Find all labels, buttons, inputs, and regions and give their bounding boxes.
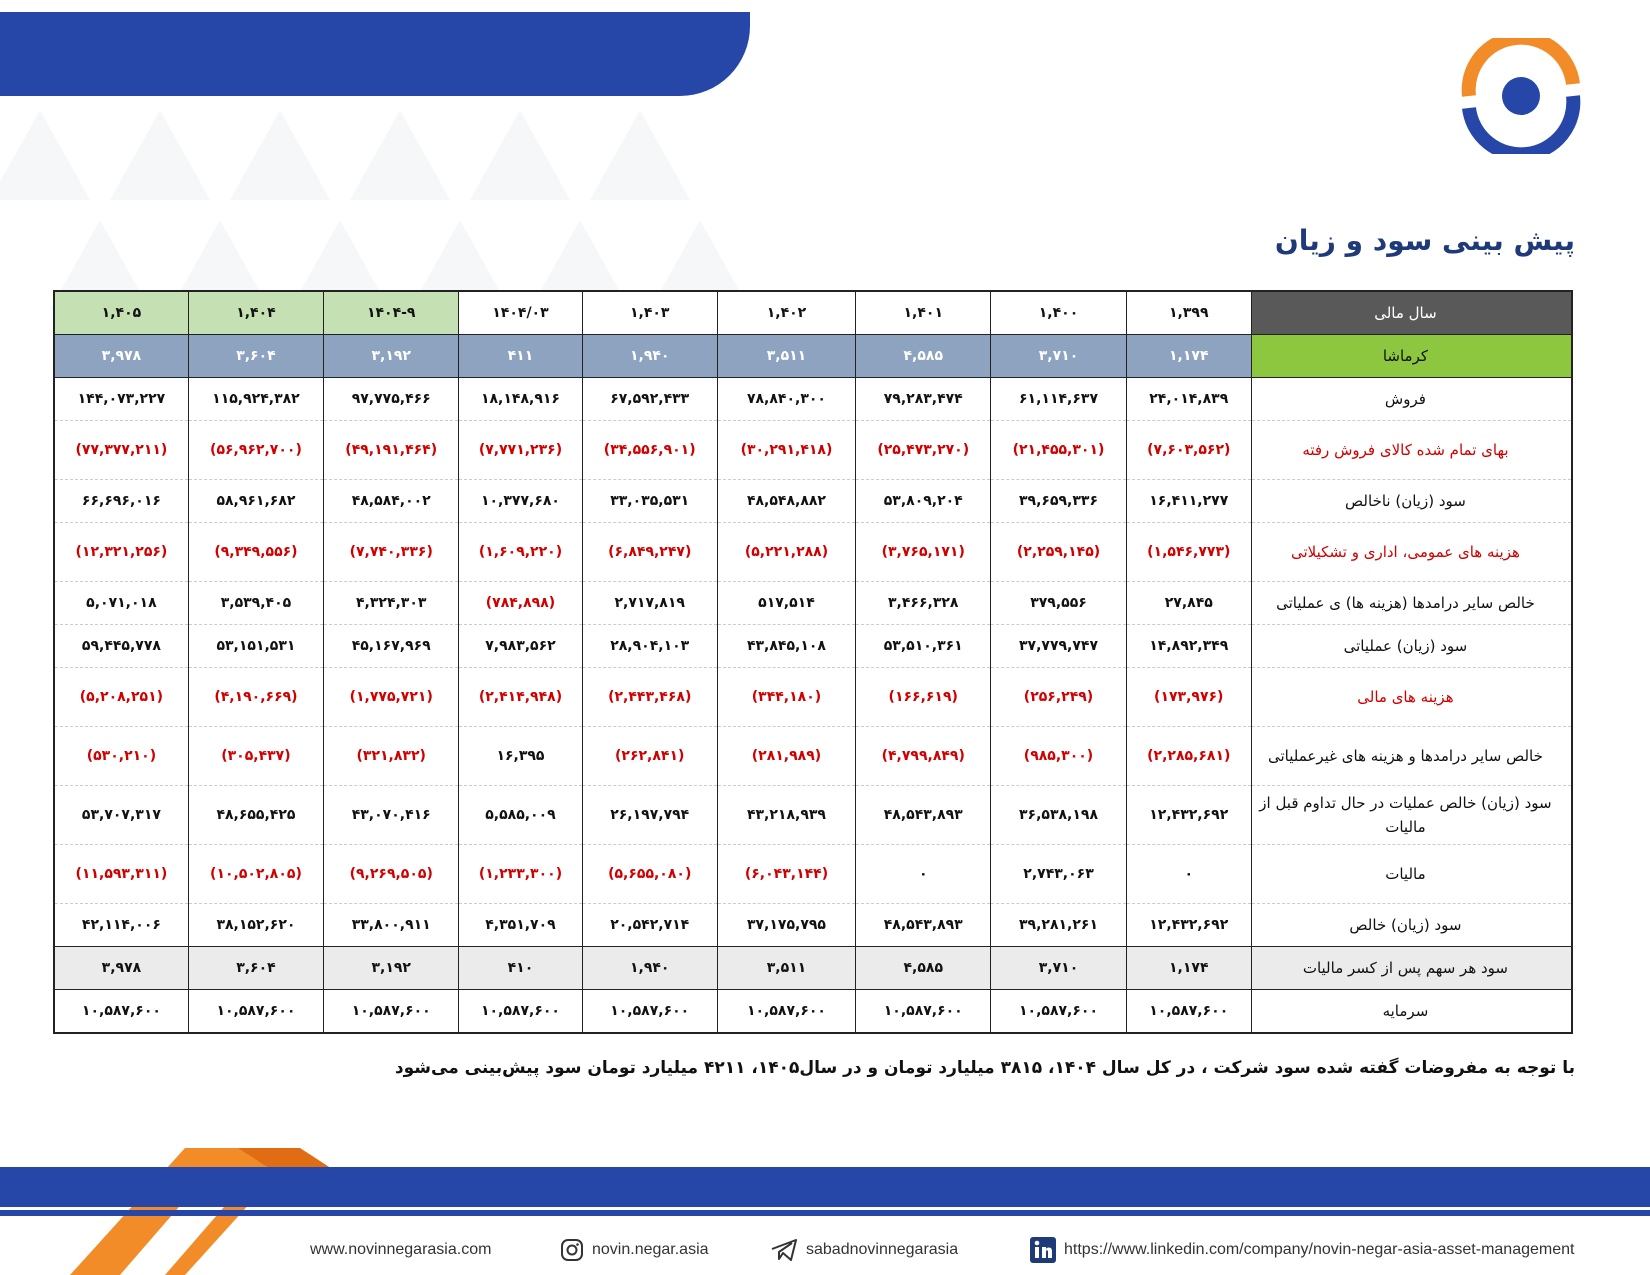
value-cell: ۱۱۵,۹۲۴,۳۸۲	[188, 378, 323, 421]
value-cell: ۴۸,۵۴۸,۸۸۲	[717, 480, 855, 523]
value-cell: (۱۲,۳۲۱,۲۵۶)	[54, 523, 188, 582]
value-cell: ۱۰,۵۸۷,۶۰۰	[188, 990, 323, 1034]
linkedin-icon	[1030, 1237, 1056, 1263]
linkedin-link-text: https://www.linkedin.com/company/novin-negar-asia-asset-management	[1064, 1241, 1575, 1258]
value-cell: (۶,۸۴۹,۲۴۷)	[582, 523, 717, 582]
value-cell: ۱,۹۴۰	[582, 335, 717, 378]
table-row	[54, 625, 1572, 668]
value-cell: (۹,۳۴۹,۵۵۶)	[188, 523, 323, 582]
value-cell: (۳۴۴,۱۸۰)	[717, 668, 855, 727]
value-cell: (۱,۶۰۹,۲۲۰)	[459, 523, 582, 582]
value-cell: ۳,۴۶۶,۳۲۸	[856, 582, 991, 625]
value-cell: ۳,۶۰۴	[188, 947, 323, 990]
forecast-summary-note: با توجه به مفروضات گفته شده سود شرکت ، در کل سال ۱۴۰۴، ۳۸۱۵ میلیارد تومان و در سال۱۴۰۵، ۴۲۱۱ میلیارد تومان سود پیش‌بینی می‌شود	[394, 1058, 1575, 1078]
value-cell: ۱۶,۴۱۱,۲۷۷	[1126, 480, 1251, 523]
value-cell: ۲,۷۱۷,۸۱۹	[582, 582, 717, 625]
value-cell: (۹۸۵,۳۰۰)	[991, 727, 1126, 786]
telegram-icon	[770, 1238, 798, 1262]
telegram-link[interactable]	[770, 1236, 958, 1264]
year-header-cell: ۱,۴۰۲	[717, 291, 855, 335]
value-cell: ۱,۹۴۰	[582, 947, 717, 990]
value-cell: ۱۰,۵۸۷,۶۰۰	[991, 990, 1126, 1034]
table-row	[54, 904, 1572, 947]
row-label: سود (زیان) ناخالص	[1251, 480, 1572, 523]
value-cell: ۳,۹۷۸	[54, 335, 188, 378]
row-label: خالص سایر درامدها (هزینه ها) ی عملیاتی	[1251, 582, 1572, 625]
value-cell: ۷۸,۸۴۰,۳۰۰	[717, 378, 855, 421]
value-cell: ۴۸,۵۸۴,۰۰۲	[324, 480, 459, 523]
value-cell: (۳۰,۲۹۱,۴۱۸)	[717, 421, 855, 480]
row-label: هزینه های عمومی، اداری و تشکیلاتی	[1251, 523, 1572, 582]
table-row	[54, 990, 1572, 1034]
value-cell: (۳۴,۵۵۶,۹۰۱)	[582, 421, 717, 480]
value-cell: ۲۶,۱۹۷,۷۹۴	[582, 786, 717, 845]
value-cell: (۵,۶۵۵,۰۸۰)	[582, 845, 717, 904]
page-title: پیش بینی سود و زیان	[1274, 224, 1575, 257]
value-cell: (۴,۷۹۹,۸۴۹)	[856, 727, 991, 786]
value-cell: ۲۴,۰۱۴,۸۳۹	[1126, 378, 1251, 421]
value-cell: ۷,۹۸۳,۵۶۲	[459, 625, 582, 668]
value-cell: (۷,۷۷۱,۲۳۶)	[459, 421, 582, 480]
value-cell: ۳۸,۱۵۲,۶۲۰	[188, 904, 323, 947]
value-cell: ۳۷۹,۵۵۶	[991, 582, 1126, 625]
value-cell: ۴,۵۸۵	[856, 947, 991, 990]
year-header-cell: ۱,۴۰۳	[582, 291, 717, 335]
value-cell: (۱۶۶,۶۱۹)	[856, 668, 991, 727]
year-header-cell: ۱۴۰۴-۹	[324, 291, 459, 335]
value-cell: ۱۴,۸۹۲,۳۴۹	[1126, 625, 1251, 668]
value-cell: (۷,۷۴۰,۳۳۶)	[324, 523, 459, 582]
value-cell: ۱۰,۵۸۷,۶۰۰	[459, 990, 582, 1034]
value-cell: ۵,۰۷۱,۰۱۸	[54, 582, 188, 625]
value-cell: ۵۳,۸۰۹,۲۰۴	[856, 480, 991, 523]
value-cell: ۵۳,۵۱۰,۳۶۱	[856, 625, 991, 668]
table-row	[54, 786, 1572, 845]
website-link-text: www.novinnegarasia.com	[310, 1241, 492, 1258]
value-cell: (۲۵,۴۷۳,۲۷۰)	[856, 421, 991, 480]
value-cell: (۹,۲۶۹,۵۰۵)	[324, 845, 459, 904]
value-cell: ۴۳,۸۴۵,۱۰۸	[717, 625, 855, 668]
year-header-cell: ۱,۴۰۱	[856, 291, 991, 335]
value-cell: (۲,۲۸۵,۶۸۱)	[1126, 727, 1251, 786]
value-cell: ۶۶,۶۹۶,۰۱۶	[54, 480, 188, 523]
value-cell: ۳,۵۱۱	[717, 947, 855, 990]
value-cell: ۱۰,۵۸۷,۶۰۰	[54, 990, 188, 1034]
value-cell: ۵,۵۸۵,۰۰۹	[459, 786, 582, 845]
value-cell: (۵۳۰,۲۱۰)	[54, 727, 188, 786]
value-cell: ۲,۷۴۳,۰۶۳	[991, 845, 1126, 904]
value-cell: ۴۱۰	[459, 947, 582, 990]
value-cell: ۵۹,۴۴۵,۷۷۸	[54, 625, 188, 668]
telegram-link-text: sabadnovinnegarasia	[806, 1241, 959, 1258]
value-cell: ۲۰,۵۴۲,۷۱۴	[582, 904, 717, 947]
value-cell: ۱۲,۴۳۲,۶۹۲	[1126, 786, 1251, 845]
value-cell: (۳۰۵,۴۳۷)	[188, 727, 323, 786]
value-cell: ۱۲,۴۳۲,۶۹۲	[1126, 904, 1251, 947]
value-cell: ۵۳,۷۰۷,۳۱۷	[54, 786, 188, 845]
value-cell: ۴۲,۱۱۴,۰۰۶	[54, 904, 188, 947]
value-cell: ۴۸,۵۴۳,۸۹۳	[856, 786, 991, 845]
value-cell: ۱۰,۵۸۷,۶۰۰	[856, 990, 991, 1034]
value-cell: ۶۷,۵۹۲,۴۳۳	[582, 378, 717, 421]
table-row	[54, 582, 1572, 625]
value-cell: ۴۸,۵۴۳,۸۹۳	[856, 904, 991, 947]
value-cell: (۱,۷۷۵,۷۲۱)	[324, 668, 459, 727]
value-cell: (۱۱,۵۹۳,۳۱۱)	[54, 845, 188, 904]
value-cell: (۲۶۲,۸۴۱)	[582, 727, 717, 786]
row-label: هزینه های مالی	[1251, 668, 1572, 727]
table-row	[54, 845, 1572, 904]
footer-links	[300, 1236, 1600, 1266]
top-banner	[0, 12, 750, 96]
value-cell: ۶۱,۱۱۴,۶۳۷	[991, 378, 1126, 421]
value-cell: (۳,۷۶۵,۱۷۱)	[856, 523, 991, 582]
table-row	[54, 727, 1572, 786]
table-row	[54, 523, 1572, 582]
value-cell: ۱۴۴,۰۷۳,۲۲۷	[54, 378, 188, 421]
value-cell: ۳,۹۷۸	[54, 947, 188, 990]
row-label: سود هر سهم پس از کسر مالیات	[1251, 947, 1572, 990]
value-cell: ۱۰,۵۸۷,۶۰۰	[582, 990, 717, 1034]
value-cell: (۴۹,۱۹۱,۴۶۴)	[324, 421, 459, 480]
value-cell: (۲,۴۱۴,۹۴۸)	[459, 668, 582, 727]
value-cell: (۲۱,۴۵۵,۳۰۱)	[991, 421, 1126, 480]
value-cell: ۵۳,۱۵۱,۵۳۱	[188, 625, 323, 668]
value-cell: ۳,۷۱۰	[991, 335, 1126, 378]
value-cell: ۳۷,۱۷۵,۷۹۵	[717, 904, 855, 947]
value-cell: ۲۸,۹۰۴,۱۰۳	[582, 625, 717, 668]
profit-loss-forecast-table	[53, 290, 1573, 1034]
value-cell: ۵۱۷,۵۱۴	[717, 582, 855, 625]
value-cell: ۰	[856, 845, 991, 904]
value-cell: ۱۸,۱۴۸,۹۱۶	[459, 378, 582, 421]
year-header-cell: ۱,۴۰۴	[188, 291, 323, 335]
table-row	[54, 947, 1572, 990]
value-cell: (۵۶,۹۶۲,۷۰۰)	[188, 421, 323, 480]
year-header-cell: ۱,۴۰۰	[991, 291, 1126, 335]
company-logo	[1455, 38, 1587, 154]
table-row	[54, 668, 1572, 727]
value-cell: ۳۹,۲۸۱,۲۶۱	[991, 904, 1126, 947]
value-cell: (۶,۰۴۳,۱۴۴)	[717, 845, 855, 904]
value-cell: (۱,۵۴۶,۷۷۳)	[1126, 523, 1251, 582]
row-label: مالیات	[1251, 845, 1572, 904]
eps-summary-row	[54, 335, 1572, 378]
value-cell: ۰	[1126, 845, 1251, 904]
value-cell: ۴,۳۲۴,۳۰۳	[324, 582, 459, 625]
linkedin-link[interactable]	[1030, 1236, 1574, 1264]
value-cell: ۵۸,۹۶۱,۶۸۲	[188, 480, 323, 523]
instagram-icon	[560, 1238, 584, 1262]
value-cell: ۷۹,۲۸۳,۴۷۴	[856, 378, 991, 421]
value-cell: (۷۷,۳۷۷,۲۱۱)	[54, 421, 188, 480]
value-cell: ۱۰,۵۸۷,۶۰۰	[324, 990, 459, 1034]
value-cell: (۲,۲۵۹,۱۴۵)	[991, 523, 1126, 582]
row-label: سود (زیان) عملیاتی	[1251, 625, 1572, 668]
value-cell: (۲۵۶,۲۴۹)	[991, 668, 1126, 727]
footer-stripe-thin	[0, 1210, 1650, 1216]
value-cell: (۱۰,۵۰۲,۸۰۵)	[188, 845, 323, 904]
footer-stripe	[0, 1167, 1650, 1207]
value-cell: ۳۳,۸۰۰,۹۱۱	[324, 904, 459, 947]
value-cell: (۳۲۱,۸۳۲)	[324, 727, 459, 786]
value-cell: ۹۷,۷۷۵,۴۶۶	[324, 378, 459, 421]
value-cell: ۳,۱۹۲	[324, 335, 459, 378]
value-cell: (۴,۱۹۰,۶۶۹)	[188, 668, 323, 727]
value-cell: (۷۸۴,۸۹۸)	[459, 582, 582, 625]
value-cell: ۴۸,۶۵۵,۴۲۵	[188, 786, 323, 845]
table-row	[54, 421, 1572, 480]
value-cell: (۲,۴۴۳,۴۶۸)	[582, 668, 717, 727]
value-cell: ۳۳,۰۳۵,۵۳۱	[582, 480, 717, 523]
value-cell: ۱۶,۳۹۵	[459, 727, 582, 786]
year-header-cell: ۱,۴۰۵	[54, 291, 188, 335]
row-label: کرماشا	[1251, 335, 1572, 378]
instagram-link-text: novin.negar.asia	[592, 1241, 709, 1258]
value-cell: ۴۳,۲۱۸,۹۳۹	[717, 786, 855, 845]
value-cell: ۳,۷۱۰	[991, 947, 1126, 990]
row-label: خالص سایر درامدها و هزینه های غیرعملیاتی	[1251, 727, 1572, 786]
year-header-cell: ۱۴۰۴/۰۳	[459, 291, 582, 335]
value-cell: ۳۷,۷۷۹,۷۴۷	[991, 625, 1126, 668]
value-cell: ۴۱۱	[459, 335, 582, 378]
value-cell: ۱,۱۷۴	[1126, 947, 1251, 990]
row-label: سرمایه	[1251, 990, 1572, 1034]
year-header-cell: ۱,۳۹۹	[1126, 291, 1251, 335]
value-cell: ۱,۱۷۴	[1126, 335, 1251, 378]
table-header-row	[54, 291, 1572, 335]
website-link[interactable]	[310, 1236, 491, 1264]
row-label: فروش	[1251, 378, 1572, 421]
value-cell: ۴,۳۵۱,۷۰۹	[459, 904, 582, 947]
value-cell: ۱۰,۵۸۷,۶۰۰	[1126, 990, 1251, 1034]
value-cell: (۷,۶۰۳,۵۶۲)	[1126, 421, 1251, 480]
value-cell: ۴۳,۰۷۰,۴۱۶	[324, 786, 459, 845]
row-label: سود (زیان) خالص عملیات در حال تداوم قبل از مالیات	[1251, 786, 1572, 845]
value-cell: ۱۰,۵۸۷,۶۰۰	[717, 990, 855, 1034]
value-cell: (۱,۲۳۳,۳۰۰)	[459, 845, 582, 904]
row-label: بهای تمام شده کالای فروش رفته	[1251, 421, 1572, 480]
instagram-link[interactable]	[560, 1236, 709, 1264]
value-cell: ۳,۵۳۹,۴۰۵	[188, 582, 323, 625]
row-label: سود (زیان) خالص	[1251, 904, 1572, 947]
value-cell: (۵,۲۰۸,۲۵۱)	[54, 668, 188, 727]
row-label: سال مالی	[1251, 291, 1572, 335]
value-cell: ۳,۶۰۴	[188, 335, 323, 378]
value-cell: ۲۷,۸۴۵	[1126, 582, 1251, 625]
value-cell: ۳,۵۱۱	[717, 335, 855, 378]
value-cell: (۲۸۱,۹۸۹)	[717, 727, 855, 786]
value-cell: ۳۶,۵۳۸,۱۹۸	[991, 786, 1126, 845]
value-cell: ۳۹,۶۵۹,۳۳۶	[991, 480, 1126, 523]
table-row	[54, 378, 1572, 421]
value-cell: (۵,۲۲۱,۲۸۸)	[717, 523, 855, 582]
value-cell: (۱۷۳,۹۷۶)	[1126, 668, 1251, 727]
value-cell: ۳,۱۹۲	[324, 947, 459, 990]
value-cell: ۴,۵۸۵	[856, 335, 991, 378]
table-row	[54, 480, 1572, 523]
value-cell: ۴۵,۱۶۷,۹۶۹	[324, 625, 459, 668]
value-cell: ۱۰,۳۷۷,۶۸۰	[459, 480, 582, 523]
